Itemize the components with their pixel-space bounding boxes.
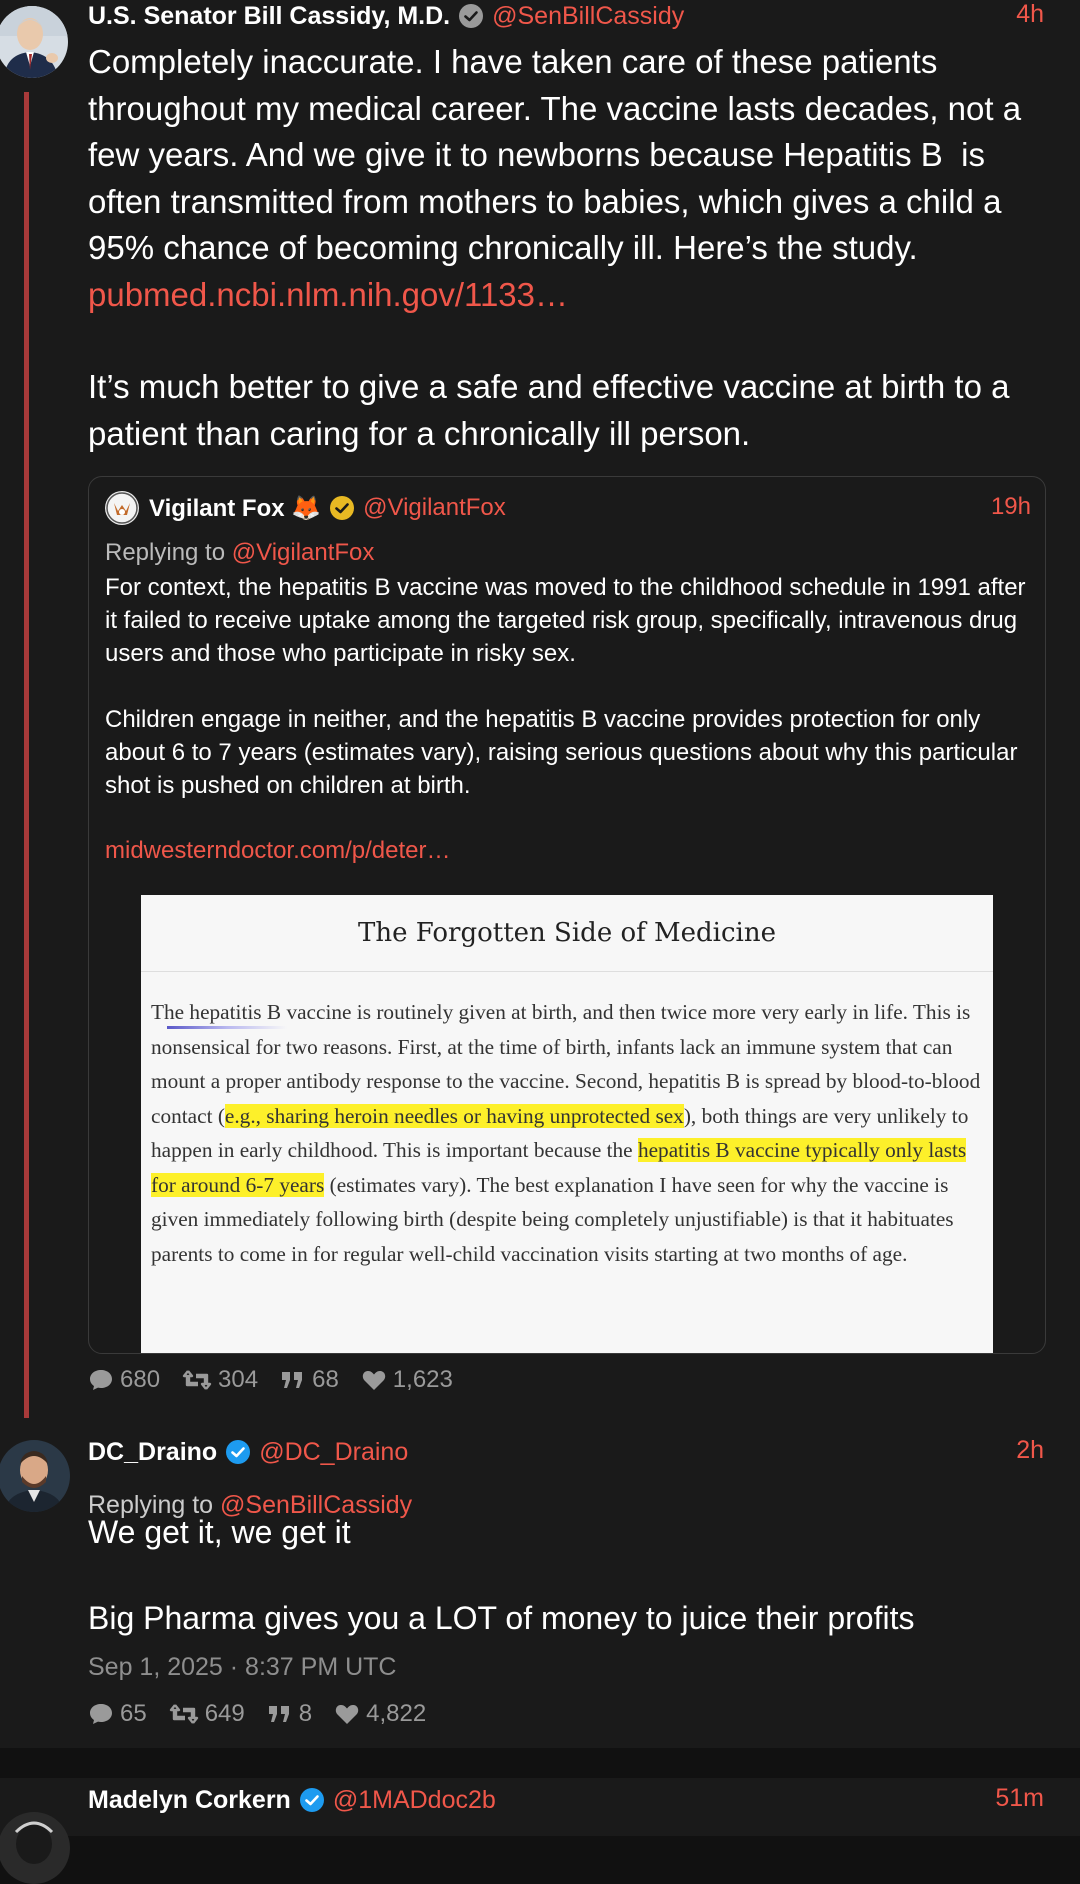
next-author-name[interactable]: Madelyn Corkern: [88, 1785, 291, 1814]
next-author-handle[interactable]: @1MADdoc2b: [332, 1785, 496, 1814]
retweet-count: 304: [218, 1366, 259, 1393]
quoted-author-name[interactable]: Vigilant Fox 🦊: [149, 494, 322, 522]
retweet-count: 649: [204, 1700, 245, 1727]
reply-tweet-stats: [88, 1700, 448, 1728]
retweet-stat[interactable]: [169, 1700, 245, 1728]
main-tweet-header: [88, 0, 684, 34]
reply-tweet-header: [88, 1434, 408, 1470]
replying-to-handle[interactable]: @VigilantFox: [231, 539, 375, 566]
quote-stat[interactable]: [267, 1700, 312, 1728]
quote-icon: [267, 1702, 293, 1726]
quoted-tweet-header: [105, 491, 506, 525]
replying-to-handle[interactable]: @SenBillCassidy: [220, 1491, 413, 1519]
tweet-text-second-paragraph: It’s much better to give a safe and effective vaccine at birth to a patient than caring for a chronically ill person.: [88, 368, 1019, 452]
like-stat[interactable]: [334, 1700, 426, 1728]
reply-tweet-time[interactable]: 2h: [1016, 1436, 1044, 1464]
replying-to-label: Replying to: [105, 539, 232, 566]
quoted-tweet-text: For context, the hepatitis B vaccine was moved to the childhood schedule in 1991 after it failed to receive uptake among the targeted risk group, specifically, intravenous drug users and those who participate in risky sex. Children engage in neither, and the hepatitis B vaccine provides protection for only about 6 to 7 years (estimates vary), raising serious questions about why this particular shot is pushed on children at birth.: [105, 574, 1026, 799]
pubmed-link[interactable]: pubmed.ncbi.nlm.nih.gov/1133…: [88, 275, 569, 313]
retweet-icon: [169, 1702, 199, 1726]
thread-line: [24, 92, 29, 1418]
comment-icon: [88, 1368, 114, 1392]
like-count: 4,822: [366, 1700, 427, 1727]
main-tweet-stats: [88, 1366, 475, 1394]
heart-icon: [334, 1702, 360, 1726]
retweet-icon: [182, 1368, 212, 1392]
tweet-text: [88, 39, 1048, 318]
comment-icon: [88, 1702, 114, 1726]
avatar-vigilant-fox[interactable]: [105, 491, 139, 525]
article-text-segment: (estimates vary). The best explanation I have seen for why the vaccine is given immediately following birth (despite being completely unjustifiable) is that it habituates parents to come in for regular well-child vaccination visits starting at two months of age.: [151, 1172, 954, 1266]
author-handle[interactable]: @SenBillCassidy: [492, 1, 685, 30]
reply-stat[interactable]: [88, 1366, 160, 1394]
highlighted-text: hepatitis B vaccine typically only lasts for around 6-7 years: [151, 1138, 967, 1197]
article-text-segment: The hepatitis B vaccine is routinely given at birth, and then twice more very early in life. This is nonsensical for two reasons. First, at the time of birth, infants lack an immune system that can mount a proper antibody response to the vaccine. Second, hepatitis B is spread by blood-to-blood contact (: [151, 1000, 981, 1128]
verified-blue-icon: [299, 1787, 325, 1813]
quote-stat[interactable]: [280, 1366, 339, 1394]
reply-author-handle[interactable]: @DC_Draino: [259, 1437, 409, 1466]
quote-icon: [280, 1368, 306, 1392]
reply-tweet-date[interactable]: Sep 1, 2025 · 8:37 PM UTC: [88, 1653, 397, 1681]
verified-blue-icon: [225, 1439, 251, 1465]
reply-tweet-text: We get it, we get it Big Pharma gives you a LOT of money to juice their profits: [88, 1514, 915, 1636]
tweet-time[interactable]: 4h: [1016, 0, 1044, 28]
verified-gold-icon: [329, 495, 355, 521]
heart-icon: [361, 1368, 387, 1392]
reply-count: 680: [120, 1366, 161, 1393]
avatar-dc-draino[interactable]: [0, 1440, 70, 1512]
article-text-segment: ), both things are very unlikely to happen in early childhood. This is important because the: [151, 1103, 969, 1162]
quoted-replying-to: [105, 539, 374, 567]
replying-to-label: Replying to: [88, 1491, 221, 1519]
tweet-text-part1: Completely inaccurate. I have taken care of these patients throughout my medical career. The vaccine lasts decades, not a few years. And we give it to newborns because Hepatitis B is often transmitted from mothers to babies, which gives a child a 95% chance of becoming chronically ill. Here’s the study.: [88, 43, 1031, 266]
quoted-tweet-time[interactable]: 19h: [990, 493, 1031, 520]
highlighted-text: e.g., sharing heroin needles or having unprotected sex: [224, 1103, 684, 1128]
author-name[interactable]: U.S. Senator Bill Cassidy, M.D.: [88, 1, 451, 30]
avatar-cassidy[interactable]: [0, 6, 68, 78]
reply-author-name[interactable]: DC_Draino: [88, 1437, 218, 1466]
tweet-separator: [0, 1748, 1080, 1778]
avatar-madelyn-corkern[interactable]: [0, 1812, 70, 1884]
like-stat[interactable]: [361, 1366, 453, 1394]
next-tweet-header: [88, 1782, 496, 1818]
next-tweet-time[interactable]: 51m: [995, 1784, 1044, 1812]
reply-stat[interactable]: [88, 1700, 147, 1728]
next-tweet[interactable]: [0, 1778, 1080, 1836]
article-paragraph: [151, 995, 987, 1271]
quoted-author-handle[interactable]: @VigilantFox: [363, 494, 506, 521]
midwestern-doctor-link[interactable]: midwesterndoctor.com/p/deter…: [105, 837, 451, 864]
quote-count: 68: [312, 1366, 339, 1393]
reply-count: 65: [120, 1700, 147, 1727]
verified-gray-icon: [458, 3, 484, 29]
quote-count: 8: [298, 1700, 313, 1727]
quoted-tweet[interactable]: [88, 476, 1046, 1354]
retweet-stat[interactable]: [182, 1366, 258, 1394]
article-screenshot-image[interactable]: [141, 895, 993, 1353]
like-count: 1,623: [392, 1366, 453, 1393]
article-title: The Forgotten Side of Medicine: [141, 895, 993, 972]
